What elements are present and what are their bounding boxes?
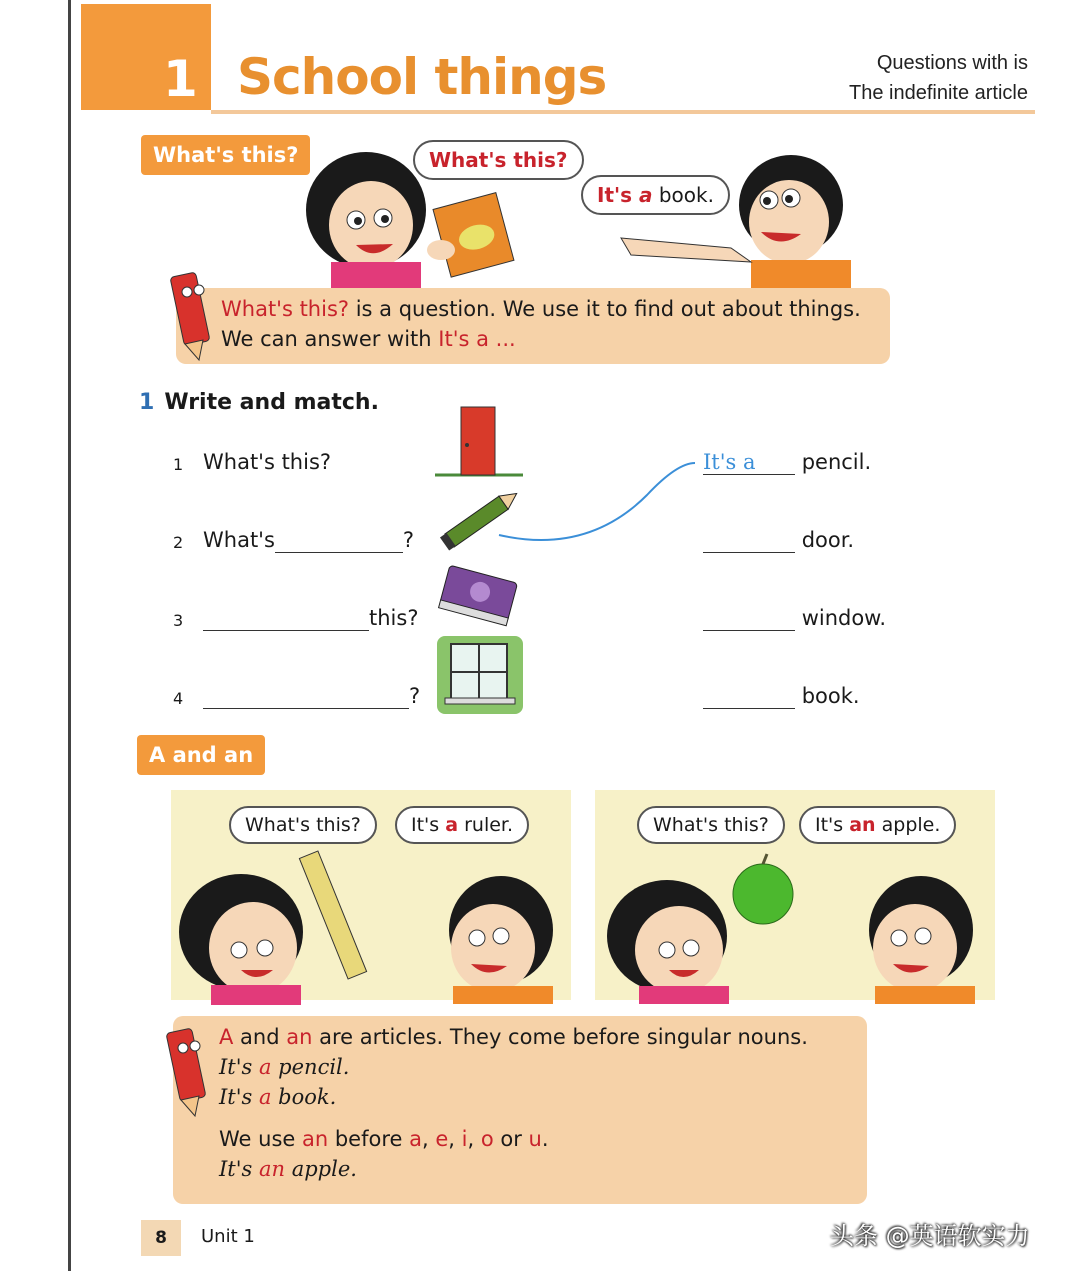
textbook-page (68, 0, 1034, 1271)
unit-number: 1 (163, 50, 198, 108)
note-1-line-2: We can answer with It's a ... (221, 327, 516, 351)
question-4-blank[interactable] (203, 684, 409, 709)
pencil-mascot-icon-2 (163, 1018, 213, 1118)
boy-illustration (611, 150, 861, 290)
note-1-line-1: What's this? is a question. We use it to find out about things. (221, 297, 861, 321)
grammar-note-2 (173, 1016, 867, 1204)
note-2-example-1: It's a pencil. (219, 1055, 350, 1079)
question-2-blank[interactable] (275, 528, 403, 553)
topic-line-2: The indefinite article (849, 82, 1028, 104)
question-3-text: this? (203, 606, 418, 631)
girl-with-ruler-illustration (171, 840, 571, 1000)
question-3-blank[interactable] (203, 606, 369, 631)
question-number-3: 3 (173, 611, 184, 630)
note-2-line-1: A and an are articles. They come before singular nouns. (219, 1025, 808, 1049)
page-number: 8 (141, 1220, 181, 1256)
exercise-heading: 1 Write and match. (139, 390, 379, 415)
question-number-4: 4 (173, 689, 184, 708)
title-rule (211, 110, 1035, 114)
question-number-1: 1 (173, 455, 184, 474)
boy-speech-bubble: It's a book. (581, 175, 730, 215)
answer-4-blank[interactable] (703, 684, 795, 709)
answer-2: door. (703, 528, 854, 553)
apple-answer-bubble: It's an apple. (799, 806, 956, 844)
footer-unit-label: Unit 1 (201, 1226, 255, 1247)
question-4-text: ? (203, 684, 420, 709)
matching-line (497, 455, 697, 545)
question-1-text: What's this? (203, 450, 332, 474)
watermark: 头条 @英语软实力 (830, 1222, 1030, 1250)
ruler-question-bubble: What's this? (229, 806, 377, 844)
topic-line-1: Questions with is (876, 52, 1028, 74)
note-2-example-3: It's an apple. (219, 1157, 357, 1181)
answer-3: window. (703, 606, 886, 631)
answer-3-blank[interactable] (703, 606, 795, 631)
answer-1-blank[interactable]: It's a (703, 450, 795, 475)
note-2-rule: We use an before a, e, i, o or u. (219, 1127, 549, 1151)
ruler-answer-bubble: It's a ruler. (395, 806, 529, 844)
girl-with-apple-illustration (595, 840, 995, 1000)
girl-speech-bubble: What's this? (413, 140, 584, 180)
question-2-text: What's ? (203, 528, 415, 552)
answer-4: book. (703, 684, 860, 709)
grammar-note-1 (176, 288, 890, 364)
section-tag-a-and-an: A and an (137, 735, 265, 775)
note-2-example-2: It's a book. (219, 1085, 337, 1109)
unit-title: School things (237, 48, 607, 106)
pencil-mascot-icon (167, 262, 217, 362)
apple-question-bubble: What's this? (637, 806, 785, 844)
section-tag-whats-this: What's this? (141, 135, 310, 175)
book-icon (435, 566, 525, 628)
window-icon (437, 636, 523, 714)
answer-2-blank[interactable] (703, 528, 795, 553)
answer-1: It's a pencil. (703, 450, 872, 474)
question-number-2: 2 (173, 533, 184, 552)
